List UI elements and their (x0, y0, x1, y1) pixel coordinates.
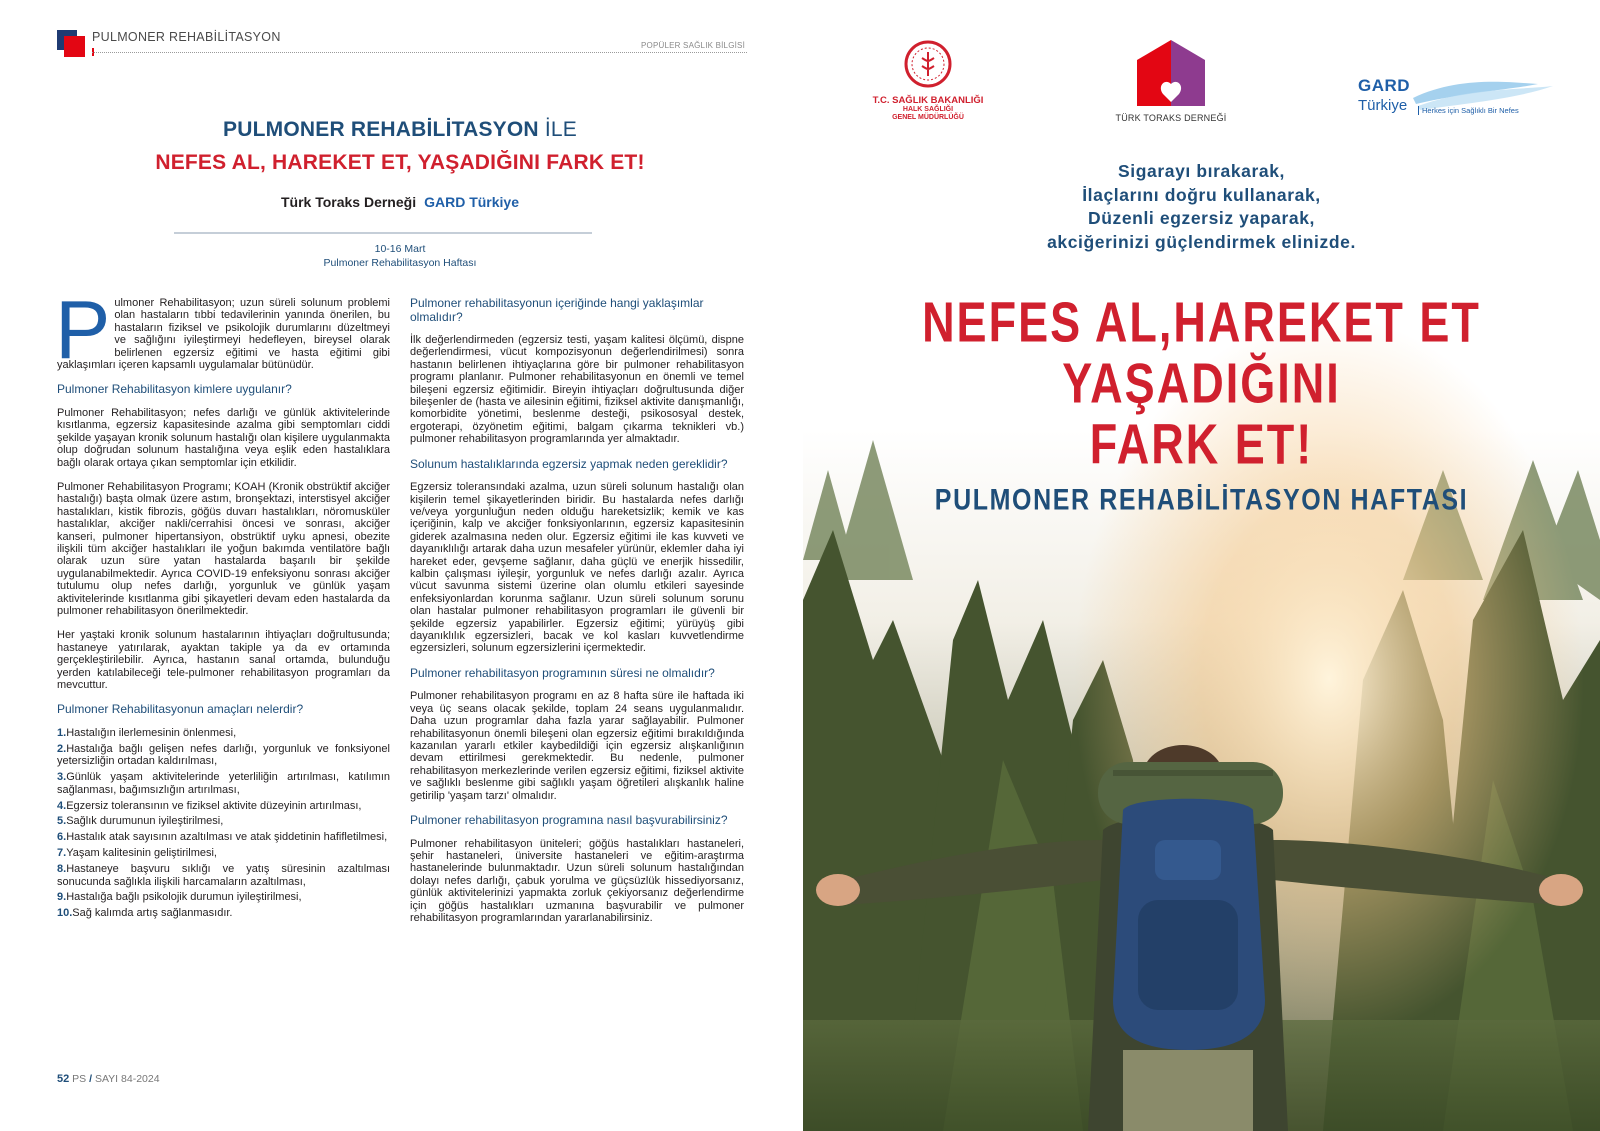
gard-tagline: Herkes için Sağlıklı Bir Nefes (1418, 106, 1519, 115)
heading-exercise: Solunum hastalıklarında egzersiz yapmak neden gereklidir? (410, 456, 728, 471)
heading-content: Pulmoner rehabilitasyonun içeriğinde hangi yaklaşımlar olmalıdır? (410, 296, 704, 324)
heading-who: Pulmoner Rehabilitasyon kimlere uygulanır? (57, 382, 292, 397)
authors (0, 194, 800, 210)
event-dates (0, 242, 800, 270)
poster-headline-2: YAŞADIĞINI (1062, 351, 1341, 415)
event-name: Pulmoner Rehabilitasyon Haftası (323, 257, 477, 269)
date-range: 10-16 Mart (374, 243, 426, 255)
slogan-line: İlaçlarını doğru kullanarak, (1082, 184, 1321, 205)
folio-journal: PS (72, 1073, 87, 1085)
poster-page (803, 0, 1600, 1131)
article-title-line2: NEFES AL, HAREKET ET, YAŞADIĞINI FARK ET! (155, 151, 645, 174)
paragraph-who-3: Her yaştaki kronik solunum hastalarının ihtiyaçları doğrultusunda; hastaneye yatırılarak, ayaktan takiple ya da ev ortamında gerçekleştirilebilir. Ayrıca, hastanın sanal ortamda, bulunduğu yerden katılabileceği tele-pulmoner rehabilitasyon programları da mevcuttur. (57, 629, 390, 692)
author-toraks: Türk Toraks Derneği (280, 194, 417, 210)
drop-cap: P (55, 283, 111, 376)
ministry-dept-2: GENEL MÜDÜRLÜĞÜ (892, 114, 964, 121)
paragraph-content: İlk değerlendirmeden (egzersiz testi, yaşam kalitesi ölçümü, dispne değerlendirmesi, vücut kompozisyonun değerlendirilmesi) sonra hastanın belirlenen ihtiyaçlarına göre bir pulmoner rehabilitasyon programı planlanır. Pulmoner rehabilitasyonun en önemli ve temel bileşeni egzersiz eğitimidir. Bireyin ihtiyaçları doğrultusunda diğer bileşenler de (hasta ve ailesinin eğitimi, fiziksel aktivite danışmanlığı, komorbidite yönetimi, beslenme desteği, psikososyal destek, ergoterapi, özyönetim eğitimi, balgam çıkarma teknikleri vb.) pulmoner rehabilitasyon programlarında yer almaktadır. (410, 334, 744, 446)
ministry-emblem-icon (904, 40, 952, 88)
folio-separator: / (89, 1073, 93, 1085)
heading-apply: Pulmoner rehabilitasyon programına nasıl başvurabilirsiniz? (410, 813, 728, 827)
slogan-line: akciğerinizi güçlendirmek elinizde. (1047, 231, 1356, 252)
title-bold: PULMONER REHABİLİTASYON (223, 118, 539, 141)
goal-item: 2.Hastalığa bağlı gelişen nefes darlığı, yorgunluk ve fonksiyonel yetersizliğin ortadan kaldırılması, (57, 742, 390, 768)
goal-item: 4.Egzersiz toleransının ve fiziksel aktivite düzeyinin artırılması, (57, 799, 362, 812)
ministry-dept-1: HALK SAĞLIĞI (902, 106, 954, 113)
intro-text: ulmoner Rehabilitasyon; uzun süreli solunum problemi olan hastaların tıbbi tedavilerinin yanında önerilen, bu hastaların fiziksel ve psikolojik durumlarını düzeltmeyi ve sağlığını iyileştirmeyi hedefleyen, bireysel olarak belirlenen egzersiz eğitimi ve hasta eğitimi gibi yaklaşımları içeren kapsamlı uygulamalar bütünüdür. (57, 297, 390, 372)
ministry-name: T.C. SAĞLIK BAKANLIĞI (872, 95, 984, 106)
running-journal-title: POPÜLER SAĞLIK BİLGİSİ (641, 41, 745, 50)
section-mark (57, 30, 85, 56)
goal-item: 1.Hastalığın ilerlemesinin önlenmesi, (57, 726, 237, 739)
slogans (803, 160, 1600, 254)
intro-paragraph (55, 283, 390, 376)
goal-item: 3.Günlük yaşam aktivitelerinde yeterliliğin artırılması, katılımın sağlanması, bağımsızlığın artırılması, (57, 771, 390, 796)
toraks-logo-icon (1131, 40, 1211, 106)
logo-saglik-bakanligi (863, 40, 993, 122)
folio-issue: SAYI 84-2024 (94, 1073, 160, 1085)
poster-subheadline: PULMONER REHABİLİTASYON HAFTASI (934, 483, 1469, 517)
page-number: 52 (57, 1073, 70, 1085)
goal-item: 5.Sağlık durumunun iyileştirilmesi, (57, 815, 224, 828)
toraks-name: TÜRK TORAKS DERNEĞİ (1115, 113, 1227, 123)
slogan-line: Düzenli egzersiz yaparak, (1087, 208, 1316, 228)
header-rule (92, 52, 747, 53)
goals-list (57, 727, 390, 920)
gard-title: GARD (1358, 76, 1411, 95)
page-folio (57, 1073, 160, 1085)
gard-country: Türkiye (1358, 97, 1408, 114)
article-title-line1 (0, 118, 800, 142)
goal-item: 7.Yaşam kalitesinin geliştirilmesi, (57, 847, 217, 860)
logos-band (803, 0, 1600, 140)
heading-duration: Pulmoner rehabilitasyon programının süresi ne olmalıdır? (410, 665, 715, 680)
paragraph-duration: Pulmoner rehabilitasyon programı en az 8 hafta süre ile haftada iki veya üç seans olacak şekilde, toplam 24 seans uygulanmalıdır. Daha uzun programlar daha fazla yarar sağlayabilir. Pulmoner rehabilitasyonun önemli bileşeni olan egzersiz eğitimi bırakıldığında kazanılan yararlı etkiler kaybedildiği için egzersiz alışkanlığının devam ettirilmesi gerekmektedir. Bu nedenle, pulmoner rehabilitasyon merkezlerinde verilen egzersiz eğitimi, fiziksel aktivite ve sağlıklı beslenme gibi sağlıklı yaşam öğretileri alışkanlık haline getirilip 'yaşam tarzı' olmalıdır. (410, 690, 744, 802)
paragraph-who-1: Pulmoner Rehabilitasyon; nefes darlığı ve günlük aktivitelerinde kısıtlanma, egzersiz kapasitesinde azalma gibi semptomları ciddi şekilde yaşayan kronik solunum hastalığı olan kişilere uygulanmakta olup doğrudan solunum hastalığına veya eşlik eden hastalıklara bağlı olarak ortaya çıkan semptomlar için etkilidir. (57, 406, 390, 469)
paragraph-exercise: Egzersiz toleransındaki azalma, uzun süreli solunum hastalığı olan kişilerin temel şikayetlerinden biridir. Bu hastalarda nefes darlığı ve/veya yorgunluğun neden olduğu hareketsizlik; kemik ve kas içeriğinin, kalp ve akciğer fonksiyonlarının, egzersiz kapasitesinin giderek azalmasına neden olur. Egzersiz eğitimi ile kas kuvveti ve dayanıklılığı artarak daha uzun mesafeler yürünür, eklemler daha iyi hareket eder, gevşeme sağlanır, daha güçlü ve enerjik hissedilir, kalbin çalışması iyileşir, yorgunluk ve nefes darlığı azalır. Ayrıca vücut savunma sistemi üzerine olan olumlu etkileri sayesinde enfeksiyonlardan korunma sağlanır. Uzun süreli solunum sorunu olan hastalar pulmoner rehabilitasyon programları ile güvenli bir şekilde egzersiz yapabilirler. Egzersiz eğitimi; yürüyüş gibi dayanıklılık egzersizleri, bacak ve kol kasları kuvvetlendirme egzersizleri, solunum egzersizlerini içermektedir. (410, 481, 744, 655)
heading-goals: Pulmoner Rehabilitasyonun amaçları nelerdir? (57, 702, 304, 717)
goal-item: 10.Sağ kalımda artış sağlanmasıdır. (57, 907, 233, 920)
goal-item: 8.Hastaneye başvuru sıklığı ve yatış süresinin azaltılması sonucunda sağlıkla ilişkili harcamaların azaltılması, (57, 863, 390, 888)
author-gard: GARD Türkiye (424, 194, 520, 210)
running-section-title: PULMONER REHABİLİTASYON (92, 30, 281, 44)
goal-item: 6.Hastalık atak sayısının azaltılması ve atak şiddetinin hafifletilmesi, (57, 831, 388, 844)
paragraph-who-2: Pulmoner Rehabilitasyon Programı; KOAH (Kronik obstrüktif akciğer hastalığı) başta olmak üzere astım, bronşektazi, interstisyel akciğer hastalıkları, kistik fibrozis, göğüs duvarı hastalıkları, nöromusküler hastalıklar, akciğer nakli/cerrahisi öncesi ve sonrası, akciğer kanseri, pulmoner hipertansiyon, obstrüktif uyku apnesi, obezite ilişkili tüm akciğer hastalıkları ile yoğun bakımda ventilatöre bağlı olarak uzun süre yatan hastalarda başarılı bir şekilde uygulanabilmektedir. Ayrıca COVID-19 enfeksiyonu sonrası akciğer tutulumu olup nefes darlığı, yorgunluk ve günlük yaşam aktivitelerinde kısıtlanma gibi şikayetleri devam eden hastalarda da pulmoner rehabilitasyon önerilmektedir. (57, 480, 390, 618)
slogan-line: Sigarayı bırakarak, (1117, 161, 1286, 181)
column-right (410, 297, 744, 936)
poster-headline-1: NEFES AL,HAREKET ET (922, 290, 1481, 354)
logo-turk-toraks (1101, 40, 1241, 123)
column-left (55, 283, 390, 923)
goal-item: 9.Hastalığa bağlı psikolojik durumun iyileştirilmesi, (57, 891, 302, 904)
poster-headline-3: FARK ET! (1089, 412, 1314, 476)
paragraph-apply: Pulmoner rehabilitasyon üniteleri; göğüs hastalıkları hastaneleri, şehir hastaneleri, üniversite hastaneleri ve eğitim-araştırma hastanelerinde bulunmaktadır. Uzun süreli solunum hastalığından dolayı nefes darlığı, çabuk yorulma ve güçsüzlük hissediyorsanız, günlük aktivitelerinizi yapmakta zorluk çekiyorsanız değerlendirme için göğüs hastalıkları uzmanına başvurabilir ve pulmoner rehabilitasyon programlarından yararlanabilirsiniz. (410, 837, 744, 924)
title-rule (174, 232, 592, 234)
title-thin: İLE (544, 118, 577, 141)
